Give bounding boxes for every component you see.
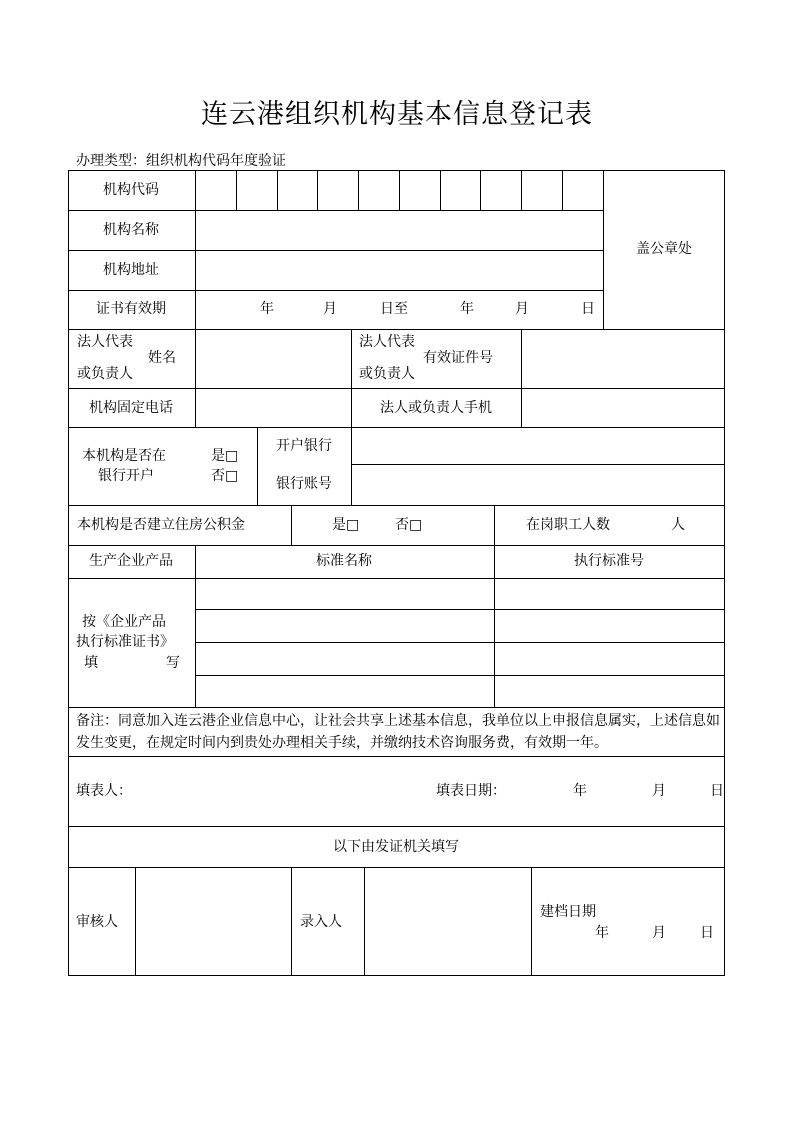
code-cell-line <box>440 170 441 210</box>
row-line <box>68 505 725 506</box>
housing-fund-no-checkbox[interactable]: 否□ <box>395 517 423 533</box>
archive-month: 月 <box>652 925 666 941</box>
by-cert-line2: 执行标准证书》 <box>76 634 174 650</box>
col-line <box>351 329 352 427</box>
row-line <box>68 427 725 428</box>
row-line <box>195 609 725 610</box>
by-cert-line1: 按《企业产品 <box>82 614 166 630</box>
filler-label: 填表人： <box>76 783 132 799</box>
row-line <box>68 707 725 708</box>
issuer-section-heading: 以下由发证机关填写 <box>333 839 459 855</box>
bank-question-line2: 银行开户 <box>98 468 154 484</box>
validity-year-2: 年 <box>460 301 474 317</box>
col-line <box>494 545 495 707</box>
col-line <box>291 505 292 545</box>
row-line <box>195 642 725 643</box>
row-line <box>68 545 725 546</box>
col-line <box>195 170 196 329</box>
fill-month: 月 <box>652 783 666 799</box>
row-line <box>195 675 725 676</box>
col-line <box>521 329 522 427</box>
row-line <box>68 756 725 757</box>
col-line <box>195 329 196 427</box>
code-cell-line <box>317 170 318 210</box>
housing-fund-label: 本机构是否建立住房公积金 <box>77 517 245 533</box>
registration-form <box>68 170 725 976</box>
row-line <box>68 290 603 291</box>
row-line <box>68 388 725 389</box>
row-line <box>351 464 725 465</box>
staff-count-unit: 人 <box>671 517 685 533</box>
name-label: 姓名 <box>148 350 176 366</box>
validity-year-1: 年 <box>260 301 274 317</box>
validity-month-1: 月 <box>323 301 337 317</box>
housing-fund-yes-checkbox[interactable]: 是□ <box>332 517 360 533</box>
seal-area-label: 盖公章处 <box>636 241 692 257</box>
col-line <box>351 427 352 505</box>
bank-question-line1: 本机构是否在 <box>82 448 166 464</box>
col-line <box>531 867 532 976</box>
row-line <box>68 826 725 827</box>
code-cell-line <box>236 170 237 210</box>
code-cell-line <box>358 170 359 210</box>
code-cell-line <box>480 170 481 210</box>
col-line <box>195 545 196 707</box>
legal-rep-label-line1: 法人代表 <box>77 334 133 350</box>
col-line <box>364 867 365 976</box>
bank-no-checkbox[interactable]: 否□ <box>211 468 239 484</box>
fill-day: 日 <box>710 783 724 799</box>
fill-date-label: 填表日期： <box>436 783 506 799</box>
archive-date-label: 建档日期 <box>540 904 596 920</box>
code-cell-line <box>521 170 522 210</box>
code-cell-line <box>399 170 400 210</box>
bank-yes-checkbox[interactable]: 是□ <box>211 448 239 464</box>
form-title: 连云港组织机构基本信息登记表 <box>201 99 593 130</box>
legal-rep-2-label-line1: 法人代表 <box>359 334 415 350</box>
row-line <box>68 867 725 868</box>
handling-type: 办理类型：组织机构代码年度验证 <box>76 153 286 169</box>
org-code-label: 机构代码 <box>103 182 159 198</box>
code-cell-line <box>277 170 278 210</box>
org-name-label: 机构名称 <box>103 222 159 238</box>
cert-validity-label: 证书有效期 <box>96 301 166 317</box>
legal-rep-2-label-line2: 或负责人 <box>359 366 415 382</box>
legal-rep-label-line2: 或负责人 <box>77 366 133 382</box>
col-line <box>603 170 604 329</box>
remark-text: 备注：同意加入连云港企业信息中心，让社会共享上述基本信息，我单位以上申报信息属实，上述信息如发生变更，在规定时间内到贵处办理相关手续，并缴纳技术咨询服务费，有效期一年。 <box>76 713 720 751</box>
id-number-label: 有效证件号 <box>423 350 493 366</box>
entry-person-label: 录入人 <box>300 914 342 930</box>
border-right <box>724 170 725 976</box>
landline-label: 机构固定电话 <box>89 400 173 416</box>
fill-char-b: 写 <box>166 655 180 671</box>
code-cell-line <box>562 170 563 210</box>
row-line <box>68 210 603 211</box>
org-address-label: 机构地址 <box>103 262 159 278</box>
validity-month-2: 月 <box>515 301 529 317</box>
row-line <box>68 329 725 330</box>
reviewer-label: 审核人 <box>76 914 118 930</box>
bank-name-label: 开户银行 <box>276 438 332 454</box>
col-line <box>257 427 258 505</box>
row-line <box>68 250 603 251</box>
col-line <box>291 867 292 976</box>
mobile-label: 法人或负责人手机 <box>380 400 492 416</box>
standard-number-header: 执行标准号 <box>574 553 644 569</box>
bank-account-label: 银行账号 <box>276 476 332 492</box>
border-top <box>68 170 725 171</box>
border-bottom <box>68 975 725 976</box>
validity-day-to: 日至 <box>380 301 408 317</box>
archive-day: 日 <box>700 925 714 941</box>
archive-year: 年 <box>595 925 609 941</box>
staff-count-label: 在岗职工人数 <box>526 517 610 533</box>
validity-day-2: 日 <box>581 301 595 317</box>
col-line <box>494 505 495 545</box>
products-label: 生产企业产品 <box>89 553 173 569</box>
col-line <box>135 867 136 976</box>
fill-char-a: 填 <box>84 655 98 671</box>
standard-name-header: 标准名称 <box>316 553 372 569</box>
row-line <box>68 578 725 579</box>
fill-year: 年 <box>573 783 587 799</box>
